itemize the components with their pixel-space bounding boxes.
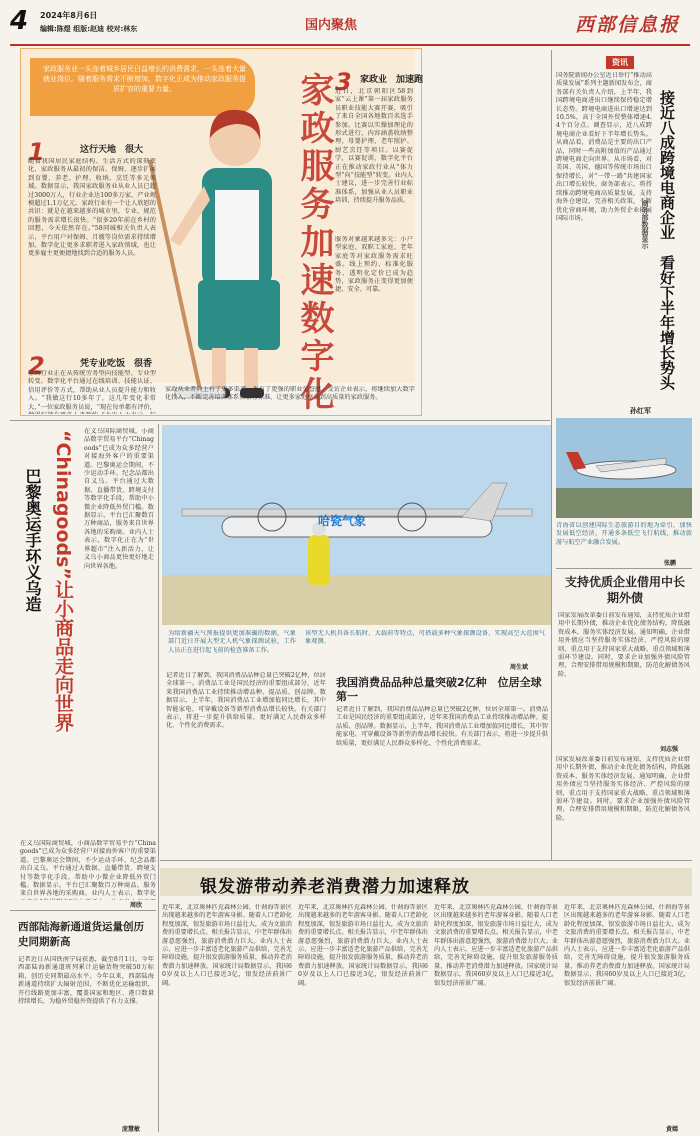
- column-author: 孙红军: [630, 407, 651, 415]
- drone-author: 周生斌: [510, 664, 529, 671]
- silver-body-4: 近年来，北京奥林匹克森林公园、什刹海等景区出现越来越多的老年游客身影。随着人口老龄化程度加深，银发旅游市场日益壮大，成为文旅消费的重要增长点。相关报告显示，中老年群体出游意愿强烈，旅游消费潜力巨大。业内人士表示，应进一步丰富适老化旅游产品供给，完善无障碍设施，提升银发旅游服务质量，推动养老消费潜力加速释放。国家统计局数据显示，我国60岁及以上人口已接近3亿，银发经济前景广阔。: [564, 904, 690, 987]
- section-2-body: 家政行业正在从传统劳务型向技能型、专业型转变。数字化平台通过在线培训、技能认证、信用评价等方式，帮助从业人员提升能力和收入。“我做这行10多年了，这几年变化非常大，”一位家政服务员说，“现在每单都有评价，: [28, 370, 156, 411]
- feature-intro: 家政服务业一头连着城乡居民日益增长的消费需求，一头连着大量就业岗位。随着服务需求不断增加，数字化正成为推动家政服务提质扩容的重要力量。: [43, 65, 246, 93]
- feature-title: 家政服务加速数字化: [294, 72, 334, 414]
- worker-skirt: [198, 280, 280, 350]
- silver-headline: 银发游带动养老消费潜力加速释放: [200, 877, 470, 897]
- chinagoods-subtitle: 巴黎奥运手环义乌造: [23, 468, 42, 612]
- drone-caption-left: 为给新疆天气预报提供更加准确的数据，气象部门近日开展大型无人机气象探测试验，工作人员正在进行起飞前的检查准备工作。: [168, 630, 296, 654]
- chinagoods-author: 周欣: [130, 902, 143, 909]
- silver-body-3: 近年来，北京奥林匹克森林公园、什刹海等景区出现越来越多的老年游客身影。随着人口老龄化程度加深，银发旅游市场日益壮大，成为文旅消费的重要增长点。相关报告显示，中老年群体出游意愿强烈，旅游消费潜力巨大。业内人士表示，应进一步丰富适老化旅游产品供给，完善无障碍设施，提升银发旅游服务质量，推动养老消费潜力加速释放。国家统计局数据显示，我国60岁及以上人口已接近3亿，银发经济前景广阔。: [434, 904, 558, 987]
- silver-body-2: 近年来，北京奥林匹克森林公园、什刹海等景区出现越来越多的老年游客身影。随着人口老龄化程度加深，银发旅游市场日益壮大，成为文旅消费的重要增长点。相关报告显示，中老年群体出游意愿强烈，旅游消费潜力巨大。业内人士表示，应进一步丰富适老化旅游产品供给，完善无障碍设施，提升银发旅游服务质量，推动养老消费潜力加速释放。国家统计局数据显示，我国60岁及以上人口已接近3亿，银发经济前景广阔。: [298, 904, 428, 987]
- consumer-headline: 我国消费品品种总量突破2亿种 位居全球第一: [336, 676, 542, 703]
- technician-figure: [308, 535, 330, 585]
- drone-caption-right: 该型无人机具备长航时、大载荷等特点，可搭载多种气象探测设备，实现高空大范围气象观测。: [305, 630, 545, 646]
- drone-continued-text: 记者近日了解到，我国消费品品种总量已突破2亿种，位居全球第一。消费品工业是国民经济的重要组成部分，近年来我国消费品工业持续推动增品种、提品质、创品牌。数据显示，上半年，我国消费品工业增加值同比增长，其中智能家电、可穿戴设备等新型消费品增长较快。有关部门表示，将进一步提升供给质量，更好满足人民群众多样化、个性化消费需求。: [166, 672, 326, 730]
- housekeeper-illustration: [140, 90, 315, 405]
- section-3-body: 近日，北京朝阳区58到家“云上课”第一届家政服务员职业技能大赛开赛，吸引了来自全国各地数百名选手参加。比赛以实操加理论的形式进行，内容涵盖收纳整理、母婴护理、老年照护、厨艺烹饪等项目。以赛促学，以赛促训，数字化平台正在推动家政行业从“体力型”向“技能型”转变。业内人士建议，进一步完善行业标准体系，加强从业人员职业培训，持续提升服务品质。: [335, 88, 413, 205]
- feature-continuation: 家政从业者向上有了更多渠道，也有了更强的职业荣誉感。受访企业表示，将继续加大数字化投入，不断完善培训体系和服务标准，让更多家庭享受到高质量的家政服务。: [165, 386, 415, 402]
- page-number: 4: [10, 6, 29, 36]
- section-3-number: 3: [335, 68, 352, 96]
- chinagoods-body-right: 在义乌国际商贸城，小商品数字贸易平台“Chinagoods”已成为众多经营户对接海外客户的重要渠道。巴黎奥运会期间，不少运动手环、纪念品都出自义乌。平台通过大数据、直播带货、跨境支付等数字化手段，帮助中小微企业降低外贸门槛。数据显示，平台已汇聚数百万种商品，服务来自世界各地的采购商。业内人士表示，数字化正在为“世界超市”注入新活力，让义乌小商品更快更好地走向世界各地。: [84, 428, 154, 570]
- issue-date: 2024年8月6日: [40, 11, 98, 20]
- support-headline: 支持优质企业借用中长期外债: [564, 575, 685, 605]
- chinagoods-title: “Chinagoods”让小商品走向世界: [52, 430, 74, 732]
- consumer-body-col3: 国家发展改革委日前发布通知，支持优质企业借用中长期外债，推动企业优化债务结构，降低融资成本，服务实体经济发展。通知明确，企业借用外债应当坚持服务实体经济、严控风险的原则，重点用于支持国家重大战略、重点领域和薄弱环节建设。同时，要求企业加强外债风险管理，合理安排借用规模和期限，防范化解债务风险。: [556, 756, 690, 822]
- railway-author: 庞慧敏: [122, 1126, 141, 1133]
- column-subhead: 商务部数据显示: [641, 200, 649, 249]
- section-1-heading: 这行天地 很大: [80, 145, 144, 155]
- worker-apron: [215, 190, 259, 290]
- section-3-heading: 家政业 加速跑: [360, 75, 424, 85]
- railway-body: 记者近日从国铁南宁局获悉，截至8月1日，今年西部陆海新通道班列累计运输货物突破50万标箱，创历史同期最高水平。今年以来，西部陆海新通道持续扩大辐射范围，不断优化运输组织，开行线路更加丰富，覆盖国家和地区、港口数量持续增长，为稳外贸稳外资提供了有力支撑。: [18, 956, 154, 1006]
- aircraft-author: 张鹏: [664, 560, 677, 567]
- paper-name: 西部信息报: [575, 14, 681, 36]
- feature-sidebar: 服务对象越来越多元：小户型家庭、双职工家庭、老年家庭等对家政服务需求旺盛。线上预约、标准化服务、透明化定价已成为趋势，家政服务正变得更加便捷、安全、可靠。: [335, 236, 413, 294]
- column-label: 资讯: [606, 56, 634, 69]
- section-1-body: 随着我国居民家庭结构、生活方式的深刻变化，家政服务从最初的保洁、保姆，逐步扩展到育婴、养老、护理、收纳、烹饪等多元领域。数据显示，我国家政服务业从业人员已超过3000万人，行业企业达100多万家，产业规模超过1.1万亿元。家政行业有一个让人欣慰的共识：就是在越来越多的城市里，专业、规范的服务需求增长很快。“很多20年前在乡村的回想，今天依然存在。”58同城相关负责人表示，平台用户对保姆、月嫂等岗位需求持续增加。数字化让更多求职者进入家政领域，也让更多雇主更便捷地找到合适的服务人员。: [28, 158, 156, 258]
- mop-handle: [150, 160, 200, 390]
- drone-logo: 哈瓷气象: [318, 514, 367, 528]
- railway-headline: 西部陆海新通道货运量创历史同期新高: [18, 921, 144, 948]
- support-author: 刘志强: [660, 746, 679, 753]
- worker-leg-right: [244, 348, 258, 390]
- aircraft-photo: [556, 418, 692, 518]
- silver-body-1: 近年来，北京奥林匹克森林公园、什刹海等景区出现越来越多的老年游客身影。随着人口老龄化程度加深，银发旅游市场日益壮大，成为文旅消费的重要增长点。相关报告显示，中老年群体出游意愿强烈，旅游消费潜力巨大。业内人士表示，应进一步丰富适老化旅游产品供给，完善无障碍设施，提升银发旅游服务质量，推动养老消费潜力加速释放。国家统计局数据显示，我国60岁及以上人口已接近3亿，银发经济前景广阔。: [162, 904, 292, 987]
- worker-leg-left: [212, 348, 226, 390]
- chinagoods-body-bottom: 在义乌国际商贸城，小商品数字贸易平台“Chinagoods”已成为众多经营户对接海外客户的重要渠道。巴黎奥运会期间，不少运动手环、纪念品都出自义乌。平台通过大数据、直播带货、跨境支付等数字化手段，帮助中小微企业降低外贸门槛。数据显示，平台已汇聚数百万种商品，服务来自世界各地的采购商。业内人士表示，数字化: [20, 840, 156, 898]
- aircraft-caption: 青海省以创建国际生态旅游目的地为牵引，加快发展低空经济，开通多条低空飞行航线，推动旅游与航空产业融合发展。: [556, 522, 692, 546]
- silver-author: 黄嫣: [666, 1126, 679, 1133]
- column-body: 国务院新闻办公室近日举行“推动高质量发展”系列主题新闻发布会，商务部有关负责人介绍，上半年，我国跨境电商进出口继续保持稳定增长态势。跨境电商进出口增速达到10.5%，高于全国外贸整体增速4.4个百分点。调查显示，近八成跨境电商企业看好下半年增长势头。从商品看，消费品是主要的出口产品，同时一些高附加值的产品通过跨境电商走向世界。从市场看，对美国、英国、德国等传统市场出口保持增长，对“一带一路”共建国家出口增长较快。商务部表示，将持续推动跨境电商高质量发展，支持海外仓建设，完善相关政策，不断优化营商环境，助力外贸企业拓展国际市场。: [556, 72, 652, 222]
- editor-credits: 编辑:陈煜 组版:赵迪 校对:林东: [40, 25, 138, 33]
- section-2-number: 2: [28, 352, 45, 380]
- consumer-body: 记者近日了解到，我国消费品品种总量已突破2亿种，位居全球第一。消费品工业是国民经济的重要组成部分，近年来我国消费品工业持续推动增品种、提品质、创品牌。数据显示，上半年，我国消费品工业增加值同比增长，其中智能家电、可穿戴设备等新型消费品增长较快。有关部门表示，将进一步提升供给质量，更好满足人民群众多样化、个性化消费需求。: [336, 706, 548, 747]
- support-body: 国家发展改革委日前发布通知，支持优质企业借用中长期外债，推动企业优化债务结构，降低融资成本，服务实体经济发展。通知明确，企业借用外债应当坚持服务实体经济、严控风险的原则，重点用于支持国家重大战略、重点领域和薄弱环节建设。同时，要求企业加强外债风险管理，合理安排借用规模和期限，防范化解债务风险。: [558, 612, 690, 678]
- section-1-number: 1: [28, 138, 45, 166]
- section-2-heading: 凭专业吃饭 很香: [80, 359, 153, 369]
- section-title: 国内聚焦: [305, 18, 358, 33]
- column-headline: 接近八成跨境电商企业 看好下半年增长势头: [658, 90, 676, 390]
